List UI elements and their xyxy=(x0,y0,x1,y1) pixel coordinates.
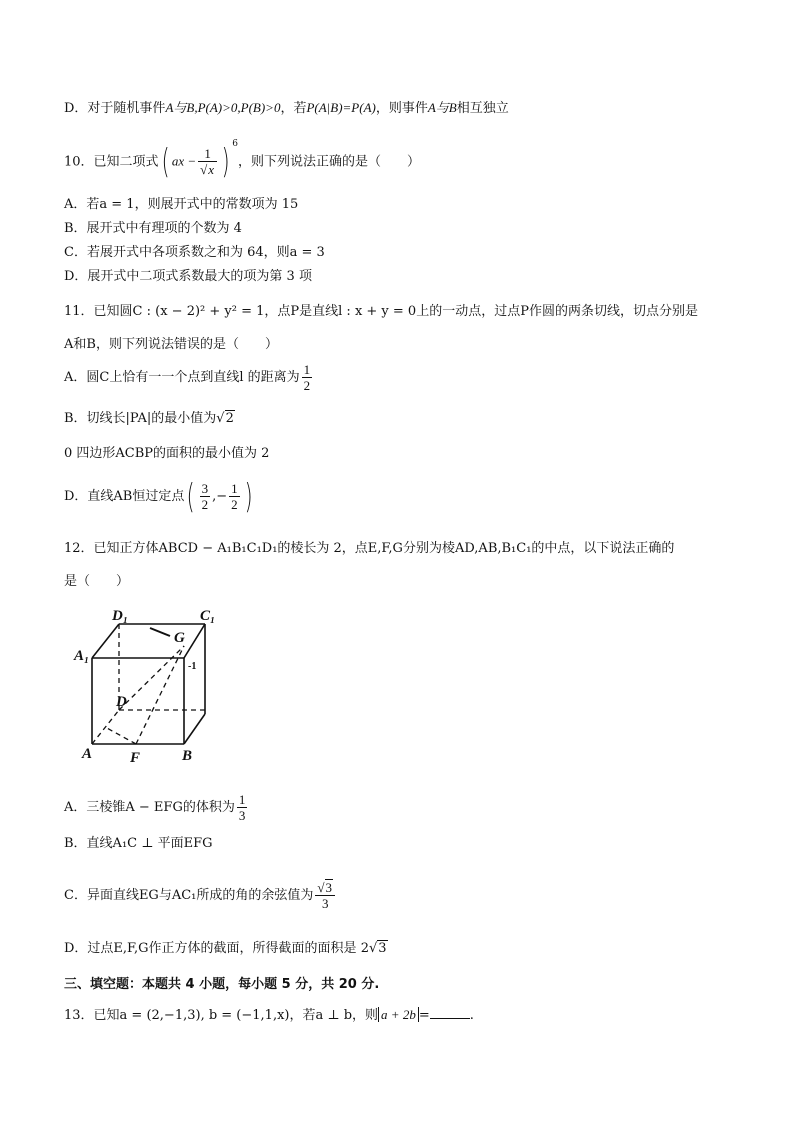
q10-fraction xyxy=(198,146,217,177)
q11-option-d: D．直线AB恒过定点( $\frac{3}{2}$ ,− $\frac{1}{2}$ ) xyxy=(64,476,253,517)
sqrt-symbol: √3 xyxy=(368,941,387,956)
right-paren-glyph: ) xyxy=(221,141,230,182)
q12-opta-numerator: 1 xyxy=(238,792,246,807)
right-paren-glyph: ) xyxy=(244,476,253,517)
sqrt-symbol: √2 xyxy=(216,411,234,426)
q10-expr-lhs: ax − xyxy=(171,153,197,169)
q11-optd-text: D．直线AB恒过定点 xyxy=(64,489,185,504)
q12-optd-radicand: 3 xyxy=(378,941,387,956)
q10-stem-suffix: ，则下列说法正确的是（ ） xyxy=(238,154,421,170)
label-c1: C₁ xyxy=(200,608,216,624)
q11-optd-fraction2 xyxy=(229,481,240,512)
q11-opta-numerator: 1 xyxy=(303,362,311,377)
label-a: A xyxy=(82,746,93,762)
q12-optc-radicand: 3 xyxy=(325,880,333,895)
q10-stem-prefix: 10．已知二项式 xyxy=(64,154,159,170)
q11-option-c: 0 四边形ACBP的面积的最小值为 2 xyxy=(64,446,270,461)
label-small-mark: -1 xyxy=(188,661,197,672)
q12-optc-fraction xyxy=(315,880,335,911)
q10-fraction-denominator xyxy=(198,162,217,177)
q12-optc-text: C．异面直线EG与AC₁所成的角的余弦值为 xyxy=(64,888,314,903)
q9-optd-post: ，则事件 xyxy=(375,101,428,116)
q13-answer-blank[interactable] xyxy=(430,1006,470,1019)
q13-stem xyxy=(64,1006,474,1025)
q12-option-a xyxy=(64,790,249,826)
q13-stem-text: 13．已知a = (2,−1,3), b = (−1,1,x)，若a ⊥ b，则 xyxy=(64,1008,379,1023)
q9-option-d xyxy=(64,99,509,118)
hidden-line-f-e xyxy=(105,727,136,744)
q12-option-b: B．直线A₁C ⊥ 平面EFG xyxy=(64,836,213,851)
q12-optc-denominator: 3 xyxy=(321,896,329,911)
label-d: D xyxy=(116,694,127,710)
q12-stem-line1: 12．已知正方体ABCD − A₁B₁C₁D₁的棱长为 2，点E,F,G分别为棱AD,AB,B₁C₁的中点，以下说法正确的 xyxy=(64,541,675,556)
edge-a1-d1 xyxy=(92,624,119,658)
cube-figure xyxy=(72,606,222,776)
stroke-mark xyxy=(150,628,170,636)
q10-stem xyxy=(64,140,420,180)
sqrt-symbol: √x xyxy=(200,162,215,178)
q9-optd-tail: 相互独立 xyxy=(456,101,509,116)
q13-period: . xyxy=(469,1008,474,1023)
q11-option-a xyxy=(64,360,314,396)
q10-exponent: 6 xyxy=(232,139,239,149)
q10-radicand: x xyxy=(208,162,215,178)
q12-opta-denominator: 3 xyxy=(238,808,246,823)
label-d1: D₁ xyxy=(112,608,129,624)
hidden-line-f-g xyxy=(136,646,184,744)
q11-opta-text: A．圆C上恰有一一个点到直线l 的距离为 xyxy=(64,370,300,385)
q13-equals: = xyxy=(418,1008,430,1023)
q10-option-a: A．若a = 1，则展开式中的常数项为 15 xyxy=(64,197,299,212)
q12-optd-text: D．过点E,F,G作正方体的截面，所得截面的面积是 2 xyxy=(64,941,369,956)
q9-optd-prefix: D．对于随机事件 xyxy=(64,101,166,116)
q12-opta-fraction xyxy=(237,792,248,823)
q13-abs-expression: a + 2b xyxy=(378,1007,419,1022)
q12-option-c xyxy=(64,876,337,916)
hidden-line-e-g xyxy=(119,646,184,710)
label-b: B xyxy=(182,748,193,764)
q11-stem-line2: A和B，则下列说法错误的是（ ） xyxy=(64,337,278,352)
label-f: F xyxy=(130,750,141,766)
edge-b-c xyxy=(184,714,205,744)
label-a1: A₁ xyxy=(74,648,90,664)
hidden-edge-a-d xyxy=(92,710,119,744)
left-paren-glyph: ( xyxy=(187,476,195,517)
q12-option-d xyxy=(64,940,388,958)
q11-optd-fraction1 xyxy=(200,481,211,512)
q12-optc-numerator xyxy=(315,880,335,896)
q11-optd-num2: 1 xyxy=(231,481,238,496)
q11-optb-text: B．切线长|PA|的最小值为 xyxy=(64,411,217,426)
sqrt-symbol: √3 xyxy=(317,880,333,895)
q11-opta-fraction xyxy=(302,362,313,393)
q12-stem-line2: 是（ ） xyxy=(64,574,130,589)
left-paren-glyph: ( xyxy=(161,141,170,182)
q9-optd-formula: P(A|B)=P(A) xyxy=(306,100,376,115)
q12-opta-text: A．三棱锥A − EFG的体积为 xyxy=(64,800,235,815)
q10-option-c: C．若展开式中各项系数之和为 64，则a = 3 xyxy=(64,245,325,260)
q11-optd-den2: 2 xyxy=(231,497,238,512)
q11-option-b xyxy=(64,410,235,428)
section-3-heading: 三、填空题：本题共 4 小题，每小题 5 分，共 20 分. xyxy=(64,977,380,992)
q10-fraction-numerator: 1 xyxy=(198,146,217,162)
label-g: G xyxy=(174,630,185,646)
q11-opta-denominator: 2 xyxy=(303,378,311,393)
q11-optd-den1: 2 xyxy=(201,497,209,512)
q10-option-b: B．展开式中有理项的个数为 4 xyxy=(64,221,242,236)
q10-option-d: D．展开式中二项式系数最大的项为第 3 项 xyxy=(64,269,312,284)
q11-stem-line1: 11．已知圆C : (x − 2)² + y² = 1，点P是直线l : x + y = 0上的一动点，过点P作圆的两条切线，切点分别是 xyxy=(64,304,698,319)
q11-optb-radicand: 2 xyxy=(225,411,234,426)
q11-optd-num1: 3 xyxy=(201,481,209,496)
q9-optd-condition: A与B,P(A)>0,P(B)>0 xyxy=(165,100,281,115)
q9-optd-mid: ，若 xyxy=(280,101,307,116)
edge-b1-c1 xyxy=(184,624,205,658)
q9-optd-events: A与B xyxy=(427,100,457,115)
